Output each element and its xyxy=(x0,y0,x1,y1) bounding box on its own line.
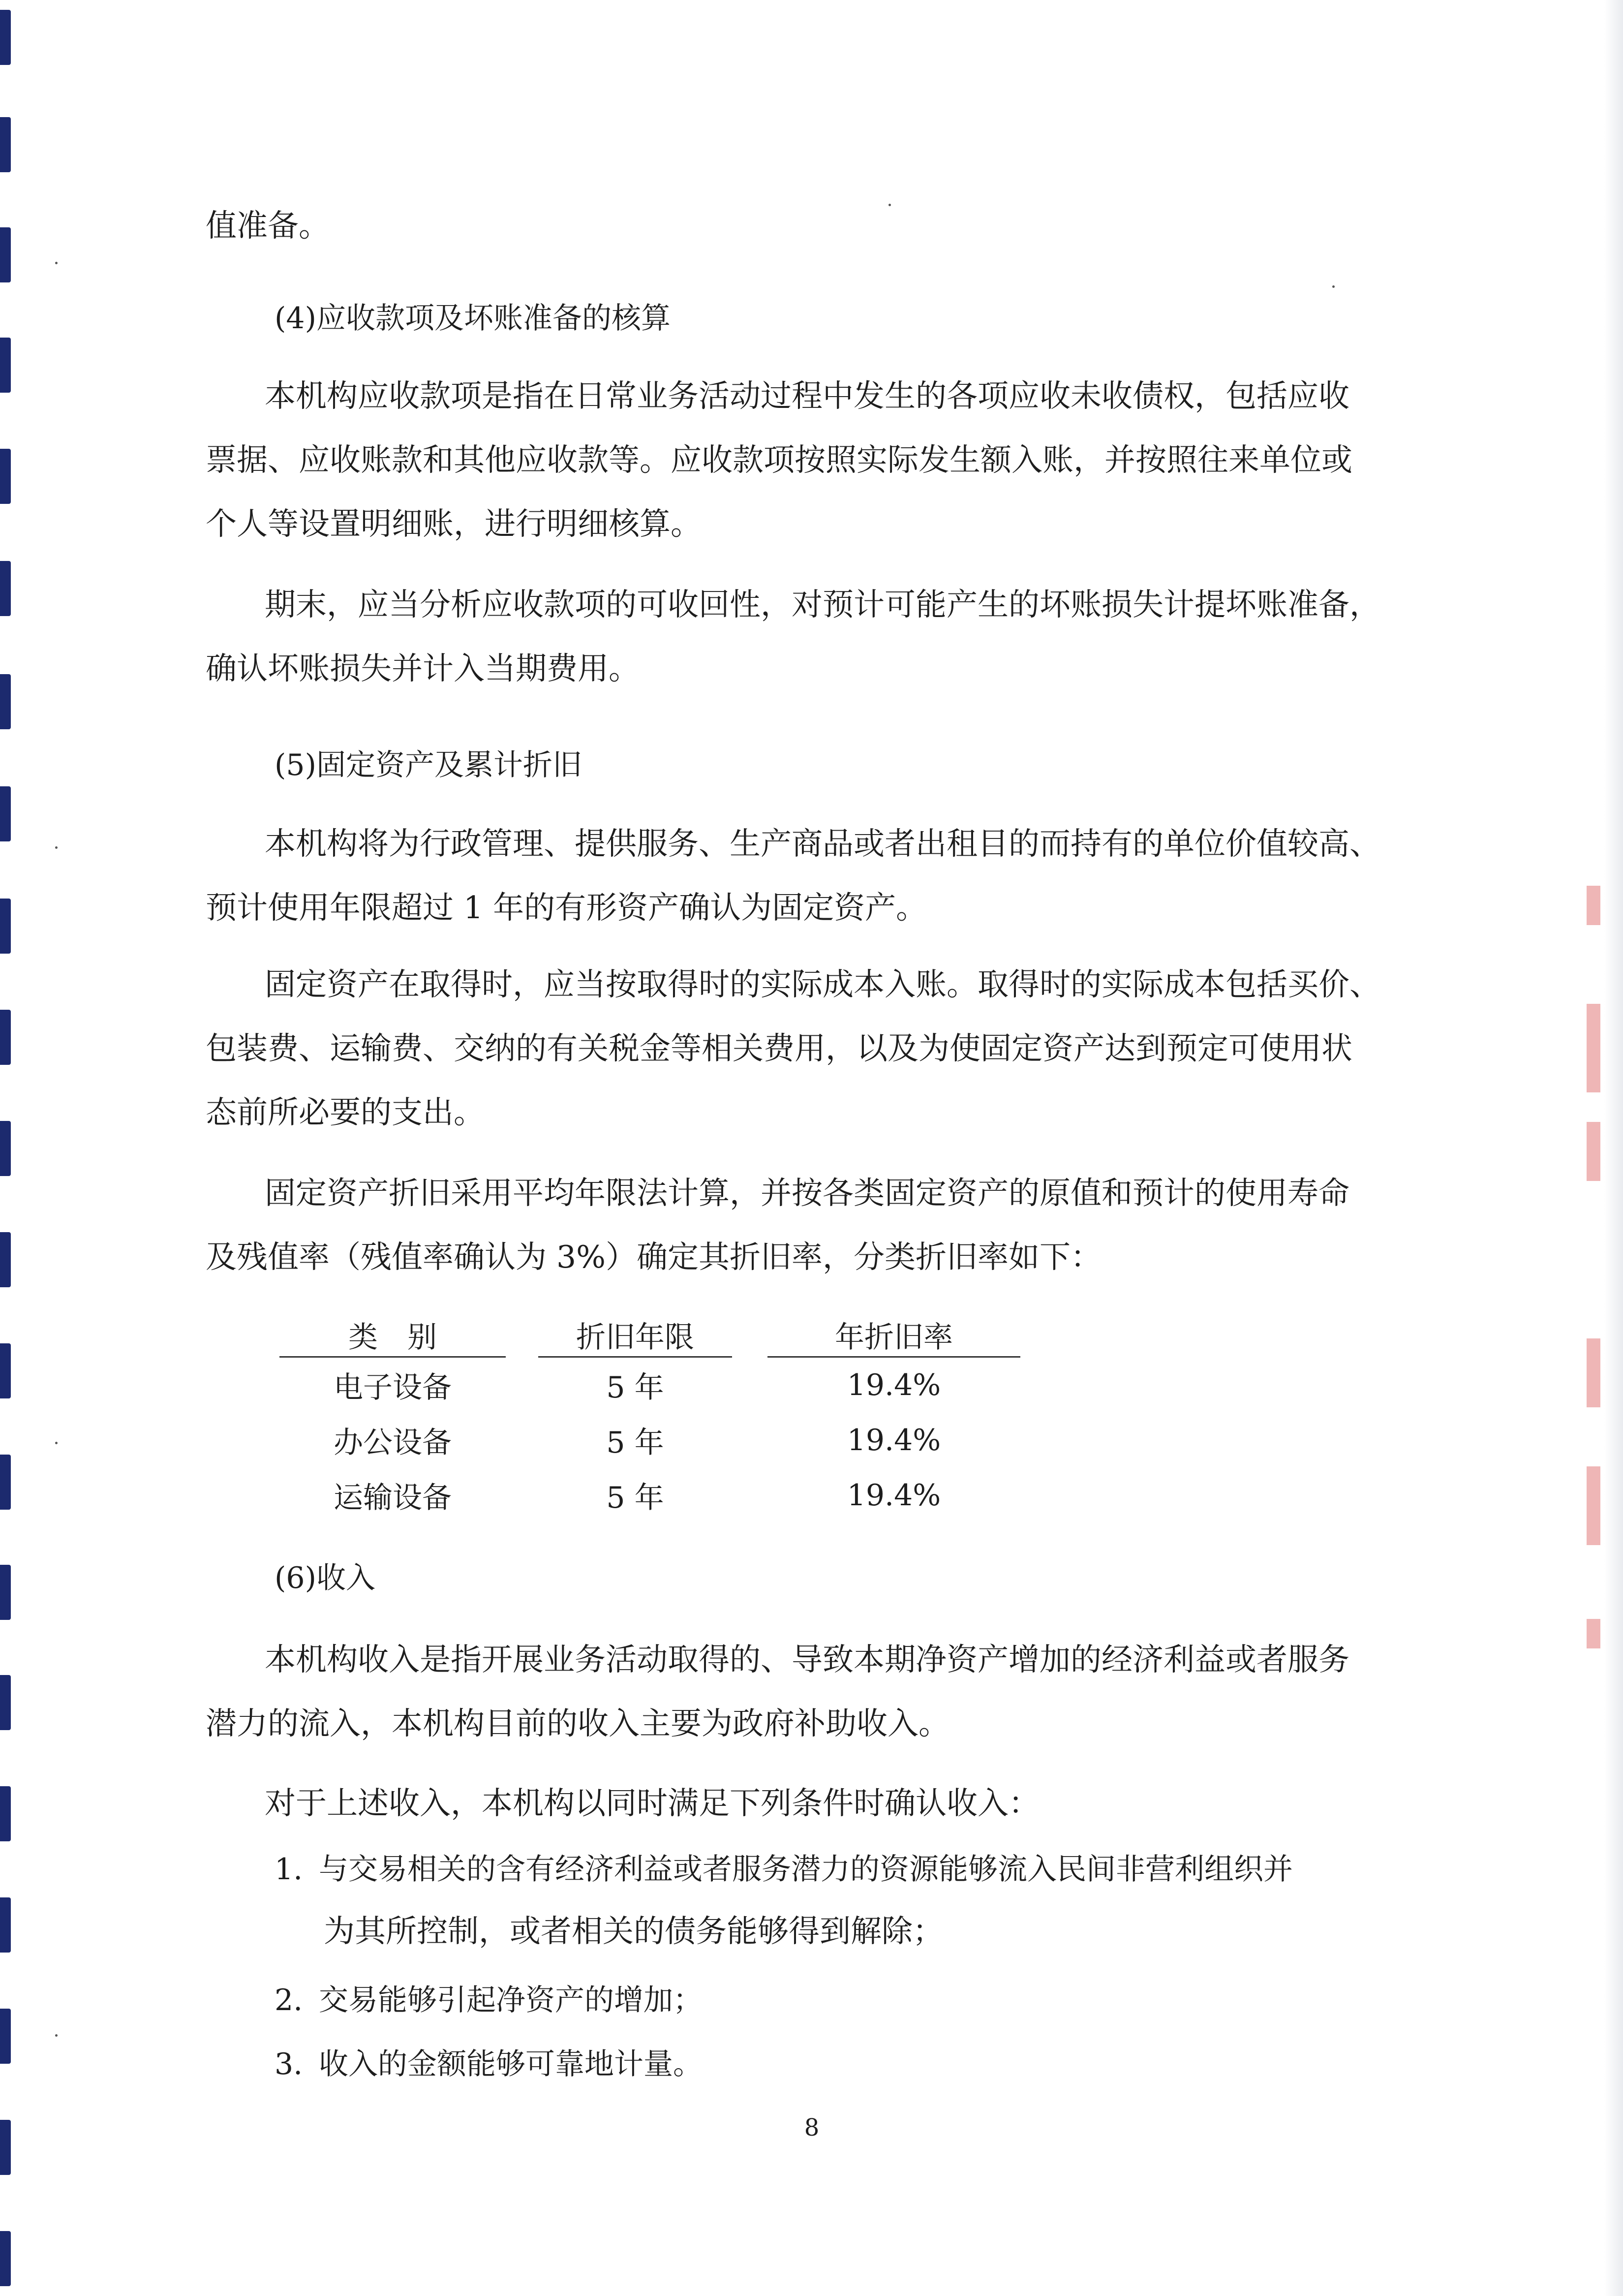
body-line: 值准备。 xyxy=(206,208,330,244)
binding-hole xyxy=(0,10,11,65)
table-header-row xyxy=(279,1314,1020,1358)
scan-speck xyxy=(888,204,891,206)
section-heading: (5)固定资产及累计折旧 xyxy=(275,748,582,782)
binding-hole xyxy=(0,674,11,729)
scan-speck xyxy=(55,1442,58,1444)
list-text: 交易能够引起净资产的增加； xyxy=(319,1983,703,2017)
red-seal-fragment xyxy=(1587,1122,1600,1181)
body-line: 票据、应收账款和其他应收款等。应收款项按照实际发生额入账，并按照往来单位或 xyxy=(206,442,1352,478)
binding-hole xyxy=(0,1343,11,1398)
body-line: 对于上述收入，本机构以同时满足下列条件时确认收入： xyxy=(265,1785,1040,1821)
body-line: 本机构应收款项是指在日常业务活动过程中发生的各项应收未收债权，包括应收 xyxy=(265,378,1349,414)
body-line: 潜力的流入，本机构目前的收入主要为政府补助收入。 xyxy=(206,1706,949,1741)
list-item-continuation: 为其所控制，或者相关的债务能够得到解除； xyxy=(324,1913,944,1949)
binding-hole xyxy=(0,786,11,841)
binding-hole xyxy=(0,1455,11,1510)
binding-hole xyxy=(0,1232,11,1287)
body-line: 个人等设置明细账，进行明细核算。 xyxy=(206,506,702,542)
column-header: 类 别 xyxy=(279,1314,506,1358)
red-seal-fragment xyxy=(1587,886,1600,925)
scan-speck xyxy=(1332,285,1335,288)
depreciation-table xyxy=(279,1314,1020,1523)
list-item xyxy=(275,2047,703,2081)
scan-speck xyxy=(55,2034,58,2037)
column-header: 年折旧率 xyxy=(767,1314,1020,1358)
list-number: 2. xyxy=(275,1983,303,2017)
binding-hole xyxy=(0,2009,11,2064)
binding-hole xyxy=(0,1675,11,1730)
binding-hole xyxy=(0,338,11,393)
body-line: 包装费、运输费、交纳的有关税金等相关费用，以及为使固定资产达到预定可使用状 xyxy=(206,1030,1352,1066)
binding-hole xyxy=(0,899,11,954)
section-heading: (6)收入 xyxy=(275,1561,375,1595)
list-number: 3. xyxy=(275,2047,303,2081)
binding-hole xyxy=(0,2120,11,2175)
table-cell: 19.4% xyxy=(847,1478,941,1513)
table-row xyxy=(279,1358,1020,1413)
body-line: 固定资产折旧采用平均年限法计算，并按各类固定资产的原值和预计的使用寿命 xyxy=(265,1175,1349,1211)
list-text: 与交易相关的含有经济利益或者服务潜力的资源能够流入民间非营利组织并 xyxy=(319,1852,1293,1887)
binding-hole xyxy=(0,1897,11,1953)
red-seal-fragment xyxy=(1587,1004,1600,1092)
column-header: 折旧年限 xyxy=(538,1314,732,1358)
red-seal-fragment xyxy=(1587,1619,1600,1648)
section-heading: (4)应收款项及坏账准备的核算 xyxy=(275,301,671,336)
table-cell: 5 年 xyxy=(606,1370,664,1405)
table-cell: 5 年 xyxy=(606,1426,664,1460)
table-cell: 5 年 xyxy=(606,1481,664,1515)
table-row xyxy=(279,1468,1020,1523)
binding-hole xyxy=(0,1565,11,1620)
binding-hole xyxy=(0,1010,11,1065)
binding-hole xyxy=(0,227,11,282)
table-cell: 19.4% xyxy=(847,1368,941,1402)
body-line: 及残值率（残值率确认为 3%）确定其折旧率，分类折旧率如下： xyxy=(206,1239,1102,1275)
table-cell: 电子设备 xyxy=(334,1370,452,1405)
binding-hole xyxy=(0,1121,11,1176)
list-text: 收入的金额能够可靠地计量。 xyxy=(319,2047,703,2081)
scan-speck xyxy=(55,262,58,264)
body-line: 预计使用年限超过 1 年的有形资产确认为固定资产。 xyxy=(206,890,927,926)
page-number: 8 xyxy=(804,2114,820,2141)
binding-hole xyxy=(0,1786,11,1841)
binding-holes xyxy=(0,0,20,2296)
table-cell: 19.4% xyxy=(847,1423,941,1458)
list-item xyxy=(275,1852,1293,1887)
binding-hole xyxy=(0,117,11,172)
red-seal-fragment xyxy=(1587,1466,1600,1545)
table-cell: 办公设备 xyxy=(334,1426,452,1460)
body-line: 确认坏账损失并计入当期费用。 xyxy=(206,651,640,686)
body-line: 态前所必要的支出。 xyxy=(206,1094,485,1130)
body-line: 本机构将为行政管理、提供服务、生产商品或者出租目的而持有的单位价值较高、 xyxy=(265,826,1380,862)
table-row xyxy=(279,1413,1020,1468)
body-line: 固定资产在取得时，应当按取得时的实际成本入账。取得时的实际成本包括买价、 xyxy=(265,966,1380,1002)
table-cell: 运输设备 xyxy=(334,1481,452,1515)
list-number: 1. xyxy=(275,1852,303,1887)
binding-hole xyxy=(0,561,11,616)
list-item xyxy=(275,1983,703,2017)
page-edge-shadow xyxy=(1604,0,1623,2296)
body-line: 期末，应当分析应收款项的可收回性，对预计可能产生的坏账损失计提坏账准备， xyxy=(265,587,1380,622)
red-seal-fragment xyxy=(1587,1338,1600,1407)
binding-hole xyxy=(0,2231,11,2286)
binding-hole xyxy=(0,449,11,504)
scan-speck xyxy=(55,846,58,849)
body-line: 本机构收入是指开展业务活动取得的、导致本期净资产增加的经济利益或者服务 xyxy=(265,1642,1349,1677)
